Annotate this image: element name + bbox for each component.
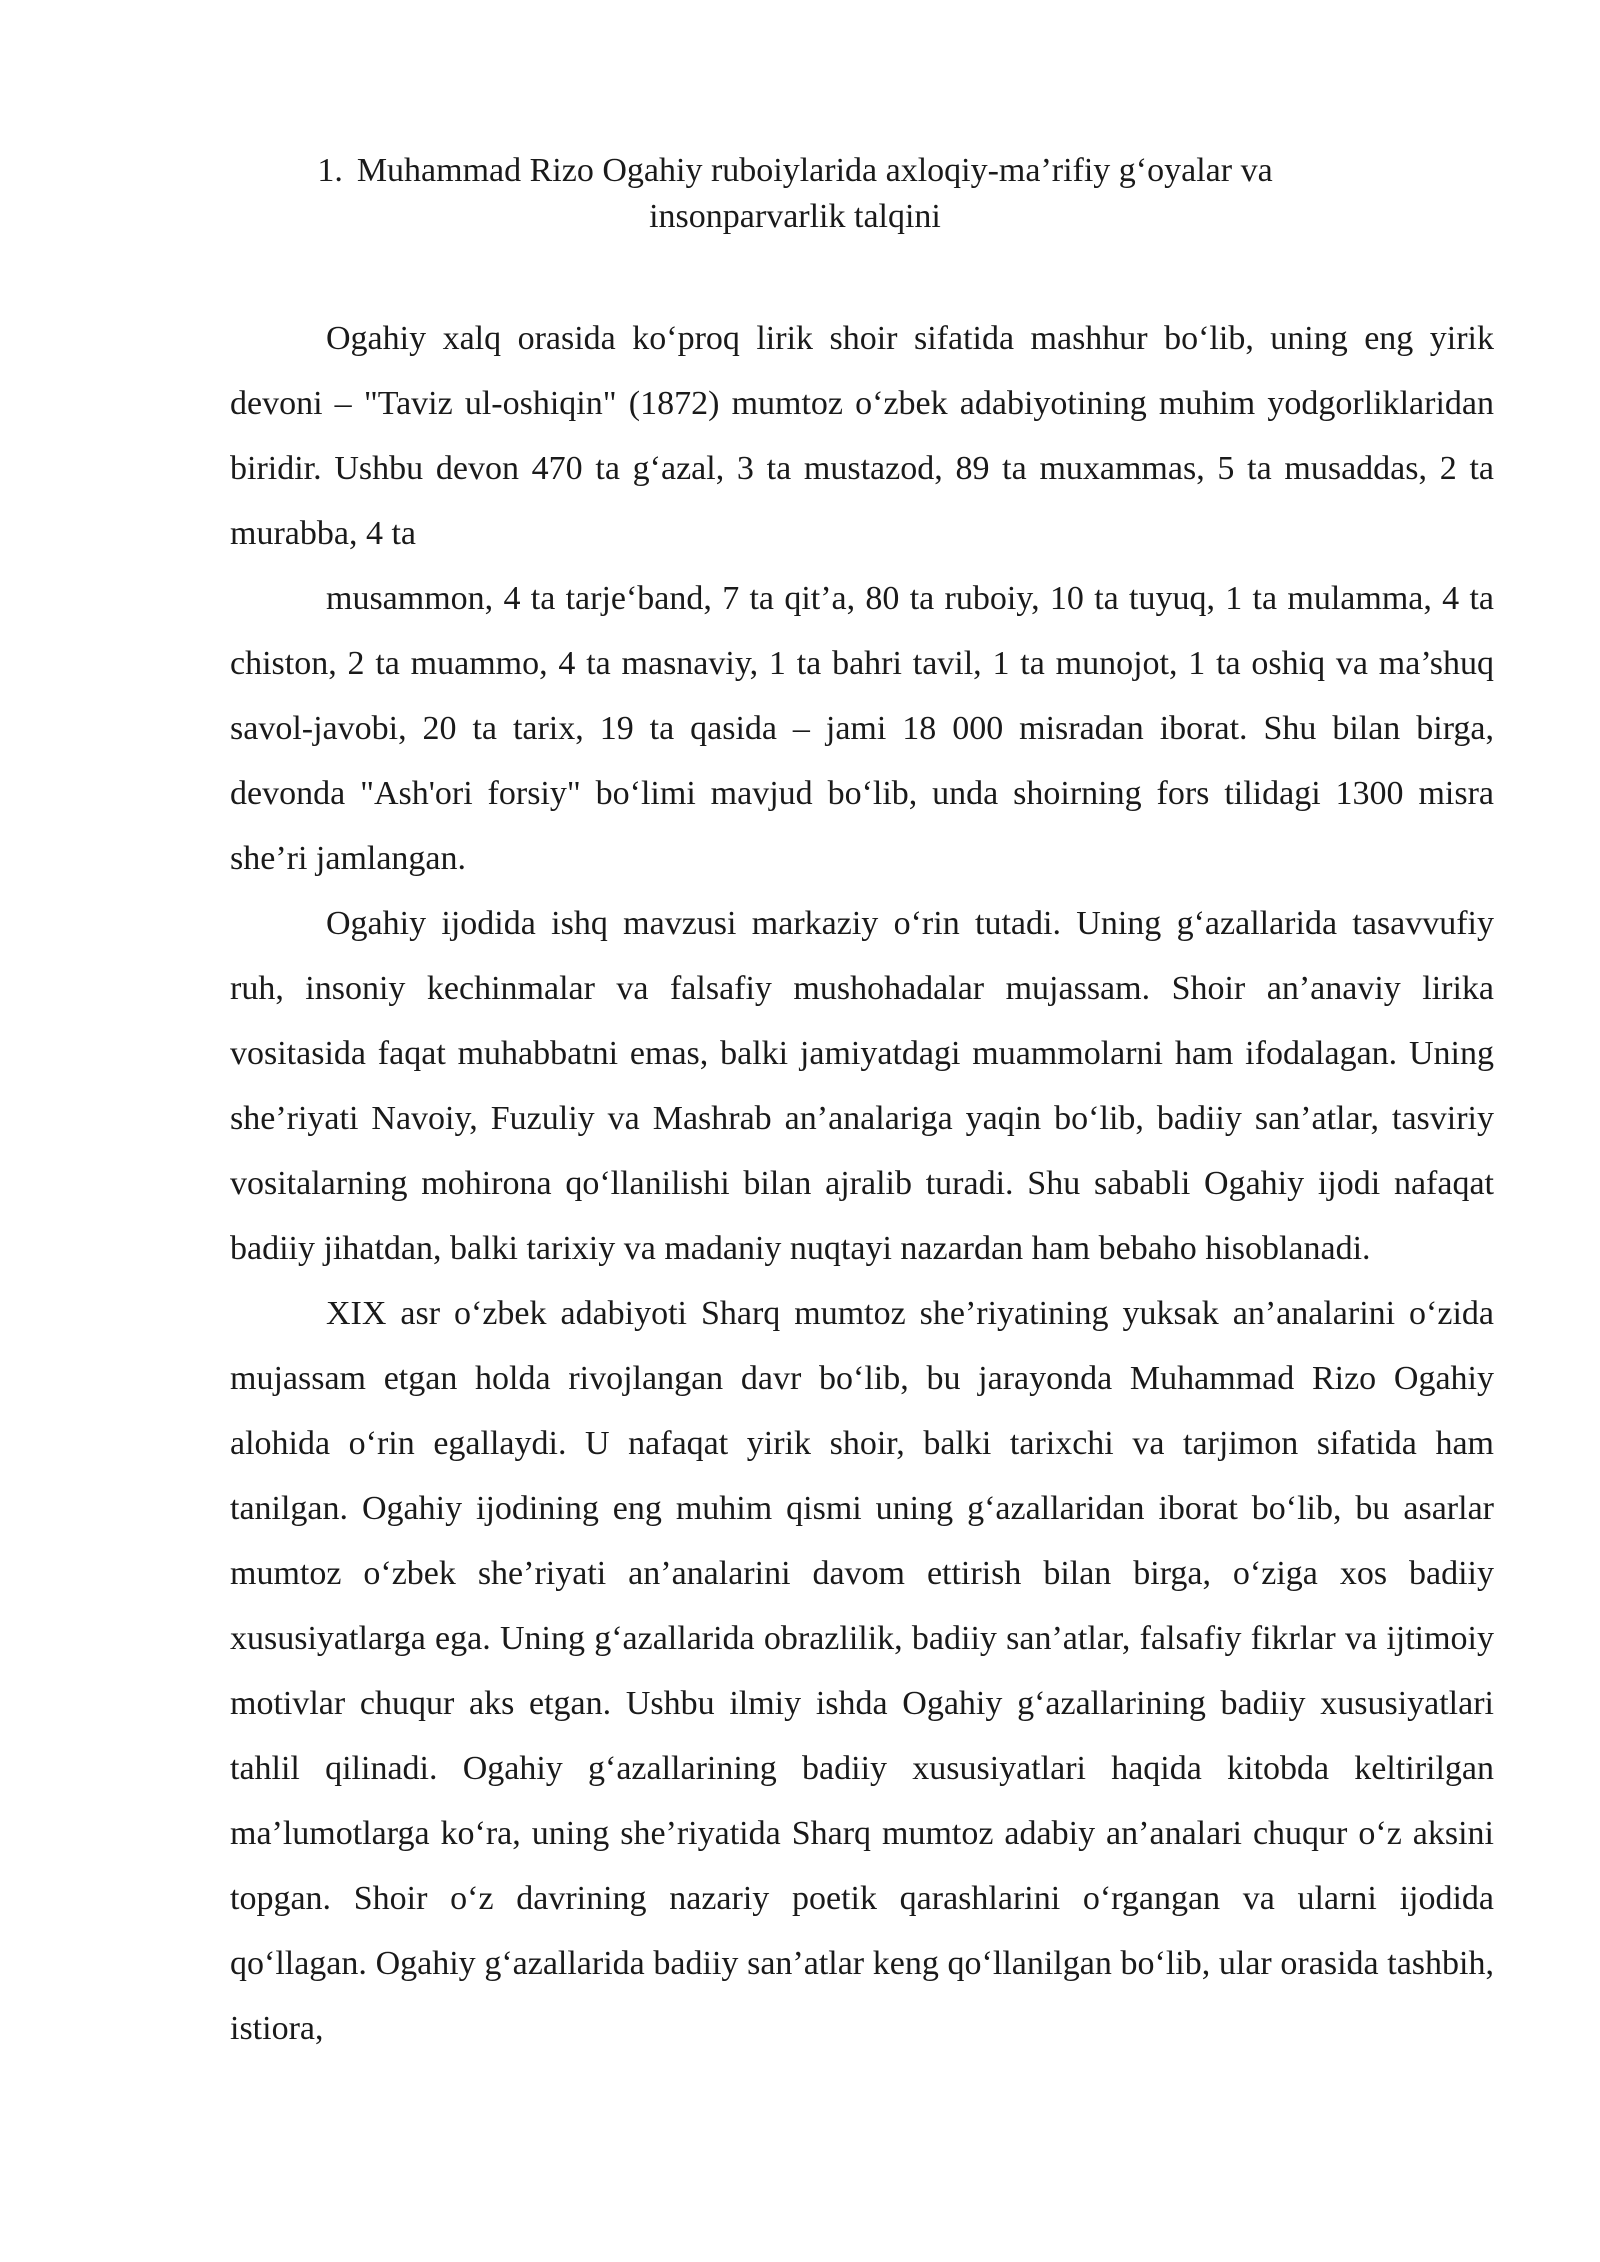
section-title: Muhammad Rizo Ogahiy ruboiylarida axloqiy-ma’rifiy g‘oyalar va insonparvarlik talqini xyxy=(356,152,1273,235)
paragraph: Ogahiy ijodida ishq mavzusi markaziy o‘rin tutadi. Uning g‘azallarida tasavvufiy ruh, insoniy kechinmalar va falsafiy mushohadalar mujassam. Shoir an’anaviy lirika vositasida faqat muhabbatni emas, balki jamiyatdagi muammolarni ham ifodalagan. Uning she’riyati Navoiy, Fuzuliy va Mashrab an’analariga yaqin bo‘lib, badiiy san’atlar, tasviriy vositalarning mohirona qo‘llanilishi bilan ajralib turadi. Shu sababli Ogahiy ijodi nafaqat badiiy jihatdan, balki tarixiy va madaniy nuqtayi nazardan ham bebaho hisoblanadi. xyxy=(230,905,1494,1267)
paragraph: musammon, 4 ta tarje‘band, 7 ta qit’a, 80 ta ruboiy, 10 ta tuyuq, 1 ta mulamma, 4 ta chiston, 2 ta muammo, 4 ta masnaviy, 1 ta bahri tavil, 1 ta munojot, 1 ta oshiq va ma’shuq savol-javobi, 20 ta tarix, 19 ta qasida – jami 18 000 misradan iborat. Shu bilan birga, devonda "Ash'ori forsiy" bo‘limi mavjud bo‘lib, unda shoirning fors tilidagi 1300 misra she’ri jamlangan. xyxy=(230,580,1494,877)
paragraph: Ogahiy xalq orasida ko‘proq lirik shoir sifatida mashhur bo‘lib, uning eng yirik devoni – "Taviz ul-oshiqin" (1872) mumtoz o‘zbek adabiyotining muhim yodgorliklaridan biridir. Ushbu devon 470 ta g‘azal, 3 ta mustazod, 89 ta muxammas, 5 ta musaddas, 2 ta murabba, 4 ta xyxy=(230,320,1494,552)
body-text xyxy=(230,306,1494,2061)
section-heading xyxy=(230,148,1360,240)
paragraph: XIX asr o‘zbek adabiyoti Sharq mumtoz she’riyatining yuksak an’analarini o‘zida mujassam etgan holda rivojlangan davr bo‘lib, bu jarayonda Muhammad Rizo Ogahiy alohida o‘rin egallaydi. U nafaqat yirik shoir, balki tarixchi va tarjimon sifatida ham tanilgan. Ogahiy ijodining eng muhim qismi uning g‘azallaridan iborat bo‘lib, bu asarlar mumtoz o‘zbek she’riyati an’analarini davom ettirish bilan birga, o‘ziga xos badiiy xususiyatlarga ega. Uning g‘azallarida obrazlilik, badiiy san’atlar, falsafiy fikrlar va ijtimoiy motivlar chuqur aks etgan. Ushbu ilmiy ishda Ogahiy g‘azallarining badiiy xususiyatlari tahlil qilinadi. Ogahiy g‘azallarining badiiy xususiyatlari haqida kitobda keltirilgan ma’lumotlarga ko‘ra, uning she’riyatida Sharq mumtoz adabiy an’analari chuqur o‘z aksini topgan. Shoir o‘z davrining nazariy poetik qarashlarini o‘rgangan va ularni ijodida qo‘llagan. Ogahiy g‘azallarida badiiy san’atlar keng qo‘llanilgan bo‘lib, ular orasida tashbih, istiora, xyxy=(230,1295,1494,2047)
section-number: 1. xyxy=(317,152,343,189)
